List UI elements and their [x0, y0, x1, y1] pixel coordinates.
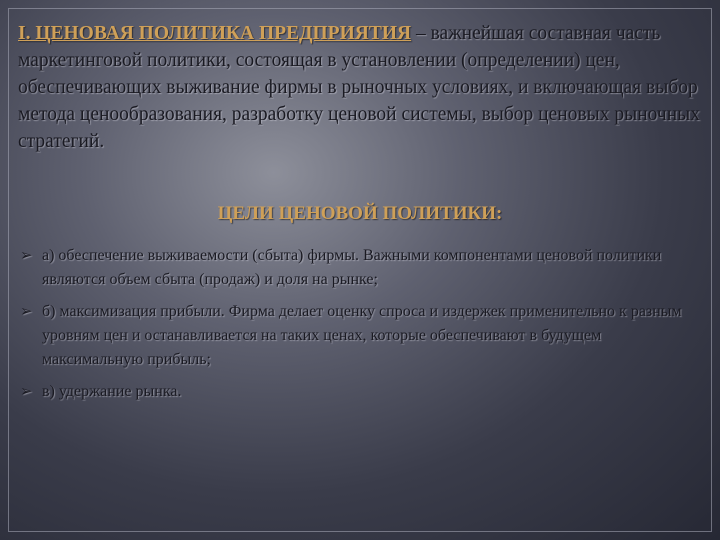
goal-item-b: [20, 300, 700, 372]
goals-heading: ЦЕЛИ ЦЕНОВОЙ ПОЛИТИКИ:: [217, 203, 503, 224]
pricing-policy-term: I. ЦЕНОВАЯ ПОЛИТИКА ПРЕДПРИЯТИЯ: [18, 23, 412, 44]
goals-list: [20, 244, 700, 404]
goal-item-c: [20, 380, 700, 404]
intro-paragraph: [18, 20, 708, 155]
arrow-bullet-icon: ➢: [20, 384, 33, 400]
goal-item-a: [20, 244, 700, 292]
pricing-policy-definition: – важнейшая составная часть маркетинговой политики, состоящая в установлении (определении) цен, обеспечивающих выживание фирмы в рыночных условиях, и включающая выбор метода ценообразования, разработку ценовой системы, выбор ценовых рыночных стратегий.: [18, 23, 701, 152]
goal-text: а) обеспечение выживаемости (сбыта) фирмы. Важными компонентами ценовой политики являются объем сбыта (продаж) и доля на рынке;: [42, 247, 662, 288]
arrow-bullet-icon: ➢: [20, 248, 33, 264]
goal-text: в) удержание рынка.: [42, 383, 182, 400]
goal-text: б) максимизация прибыли. Фирма делает оценку спроса и издержек применительно к разным уровням цен и останавливается на таких ценах, которые обеспечивают в будущем максимальную прибыль;: [42, 303, 682, 368]
arrow-bullet-icon: ➢: [20, 304, 33, 320]
